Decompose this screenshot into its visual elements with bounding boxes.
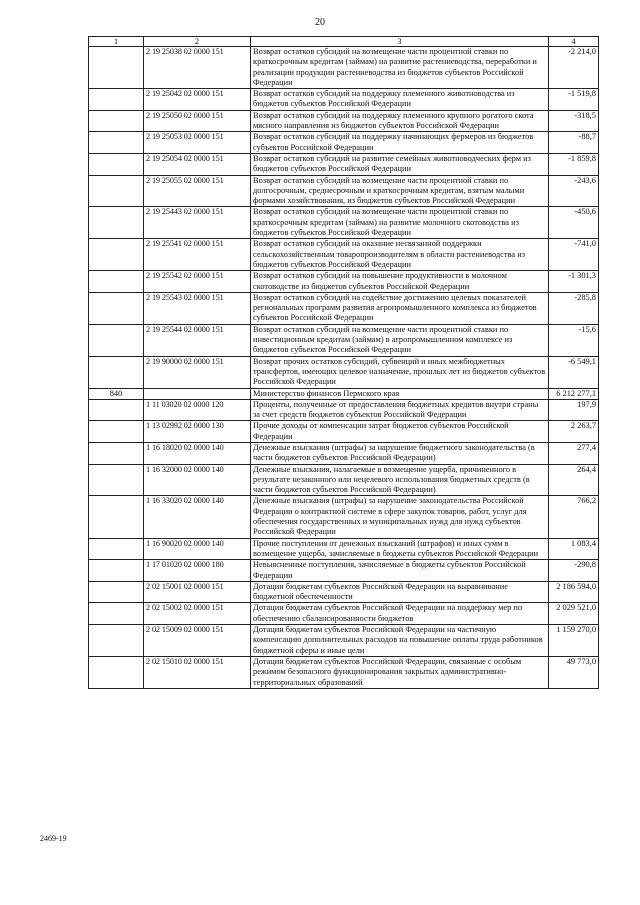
classification-code-cell: 2 19 90000 02 0000 151: [144, 356, 251, 388]
description-cell: Возврат остатков субсидий на поддержку племенного крупного рогатого скота мясного направления из бюджетов субъектов Российской Федерации: [251, 110, 549, 132]
admin-code-cell: [89, 89, 144, 111]
description-cell: Возврат остатков субсидий на возмещение части процентной ставки по краткосрочным кредитам (займам) на развитие молочного скотоводства из бюджетов субъектов Российской Федерации: [251, 207, 549, 239]
amount-cell: 6 212 277,1: [549, 388, 599, 399]
column-header: 3: [251, 37, 549, 47]
admin-code-cell: [89, 581, 144, 603]
table-row: [89, 625, 599, 657]
classification-code-cell: 2 19 25544 02 0000 151: [144, 324, 251, 356]
amount-cell: -318,5: [549, 110, 599, 132]
description-cell: Дотации бюджетам субъектов Российской Федерации на поддержку мер по обеспечению сбалансированности бюджетов: [251, 603, 549, 625]
classification-code-cell: 1 17 01020 02 0000 180: [144, 560, 251, 582]
description-cell: Возврат остатков субсидий на поддержку начинающих фермеров из бюджетов субъектов Российской Федерации: [251, 132, 549, 154]
table-row: [89, 560, 599, 582]
table-row: [89, 464, 599, 496]
table-row: [89, 581, 599, 603]
amount-cell: 49 773,0: [549, 656, 599, 688]
amount-cell: -15,6: [549, 324, 599, 356]
admin-code-cell: [89, 625, 144, 657]
classification-code-cell: 1 16 18020 02 0000 140: [144, 442, 251, 464]
classification-code-cell: [144, 388, 251, 399]
table-row: [89, 292, 599, 324]
table-row: [89, 496, 599, 538]
admin-code-cell: [89, 207, 144, 239]
amount-cell: 766,2: [549, 496, 599, 538]
description-cell: Министерство финансов Пермского края: [251, 388, 549, 399]
amount-cell: -6 549,1: [549, 356, 599, 388]
description-cell: Возврат остатков субсидий на возмещение части процентной ставки по краткосрочным кредитам (займам) на развитие растениеводства, переработки и реализации продукции растениеводства из бюджетов субъектов Российской Федерации: [251, 47, 549, 89]
page-number: 20: [315, 17, 325, 28]
classification-code-cell: 1 16 33020 02 0000 140: [144, 496, 251, 538]
description-cell: Прочие поступления от денежных взысканий (штрафов) и иных сумм в возмещение ущерба, зачисляемые в бюджеты субъектов Российской Федерации: [251, 538, 549, 560]
classification-code-cell: 2 19 25541 02 0000 151: [144, 239, 251, 271]
table-row: [89, 324, 599, 356]
amount-cell: -1 859,8: [549, 153, 599, 175]
admin-code-cell: [89, 603, 144, 625]
amount-cell: 277,4: [549, 442, 599, 464]
amount-cell: 1 083,4: [549, 538, 599, 560]
table-row: [89, 271, 599, 293]
classification-code-cell: 1 13 02992 02 0000 130: [144, 421, 251, 443]
admin-code-cell: [89, 239, 144, 271]
classification-code-cell: 1 16 32000 02 0000 140: [144, 464, 251, 496]
table-row: [89, 421, 599, 443]
amount-cell: 1 159 270,0: [549, 625, 599, 657]
description-cell: Возврат остатков субсидий на развитие семейных животноводческих ферм из бюджетов субъектов Российской Федерации: [251, 153, 549, 175]
description-cell: Возврат остатков субсидий на оказание несвязанной поддержки сельскохозяйственным товаропроизводителям в области растениеводства из бюджетов субъектов Российской Федерации: [251, 239, 549, 271]
amount-cell: -243,6: [549, 175, 599, 207]
classification-code-cell: 2 02 15010 02 0000 151: [144, 656, 251, 688]
description-cell: Дотации бюджетам субъектов Российской Федерации, связанные с особым режимом безопасного функционирования закрытых административно-территориальных образований: [251, 656, 549, 688]
description-cell: Возврат остатков субсидий на поддержку племенного животноводства из бюджетов субъектов Российской Федерации: [251, 89, 549, 111]
table-row: [89, 47, 599, 89]
description-cell: Денежные взыскания (штрафы) за нарушение бюджетного законодательства (в части бюджетов субъектов Российской Федерации): [251, 442, 549, 464]
table-row: [89, 656, 599, 688]
amount-cell: -1 519,8: [549, 89, 599, 111]
budget-revenue-table: [88, 36, 599, 689]
table-row: [89, 399, 599, 421]
description-cell: Возврат остатков субсидий на возмещение части процентной ставки по инвестиционным кредитам (займам) в агропромышленном комплексе из бюджетов субъектов Российской Федерации: [251, 324, 549, 356]
amount-cell: -450,6: [549, 207, 599, 239]
classification-code-cell: 2 19 25542 02 0000 151: [144, 271, 251, 293]
amount-cell: -741,0: [549, 239, 599, 271]
description-cell: Денежные взыскания, налагаемые в возмещение ущерба, причиненного в результате незаконного или нецелевого использования бюджетных средств (в части бюджетов субъектов Российской Федерации): [251, 464, 549, 496]
classification-code-cell: 2 19 25053 02 0000 151: [144, 132, 251, 154]
description-cell: Возврат остатков субсидий на повышение продуктивности в молочном скотоводстве из бюджетов субъектов Российской Федерации: [251, 271, 549, 293]
amount-cell: 197,9: [549, 399, 599, 421]
classification-code-cell: 2 02 15001 02 0000 151: [144, 581, 251, 603]
classification-code-cell: 2 19 25054 02 0000 151: [144, 153, 251, 175]
classification-code-cell: 2 02 15009 02 0000 151: [144, 625, 251, 657]
admin-code-cell: [89, 110, 144, 132]
admin-code-cell: [89, 421, 144, 443]
amount-cell: -88,7: [549, 132, 599, 154]
description-cell: Дотации бюджетам субъектов Российской Федерации на частичную компенсацию дополнительных расходов на повышение оплаты труда работников бюджетной сферы и иные цели: [251, 625, 549, 657]
admin-code-cell: [89, 496, 144, 538]
description-cell: Возврат остатков субсидий на содействие достижению целевых показателей региональных программ развития агропромышленного комплекса из бюджетов субъектов Российской Федерации: [251, 292, 549, 324]
table-row: [89, 388, 599, 399]
description-cell: Проценты, полученные от предоставления бюджетных кредитов внутри страны за счет средств бюджетов субъектов Российской Федерации: [251, 399, 549, 421]
admin-code-cell: [89, 656, 144, 688]
admin-code-cell: [89, 464, 144, 496]
admin-code-cell: [89, 560, 144, 582]
description-cell: Невыясненные поступления, зачисляемые в бюджеты субъектов Российской Федерации: [251, 560, 549, 582]
admin-code-cell: [89, 132, 144, 154]
table-row: [89, 175, 599, 207]
classification-code-cell: 2 19 25055 02 0000 151: [144, 175, 251, 207]
amount-cell: -2 214,0: [549, 47, 599, 89]
description-cell: Возврат остатков субсидий на возмещение части процентной ставки по долгосрочным, среднесрочным и краткосрочным кредитам, взятым малыми формами хозяйствования, из бюджетов субъектов Российской Федерации: [251, 175, 549, 207]
table-row: [89, 603, 599, 625]
classification-code-cell: 2 19 25042 02 0000 151: [144, 89, 251, 111]
table-row: [89, 356, 599, 388]
column-header: 4: [549, 37, 599, 47]
table-row: [89, 132, 599, 154]
admin-code-cell: [89, 356, 144, 388]
classification-code-cell: 1 11 03020 02 0000 120: [144, 399, 251, 421]
admin-code-cell: [89, 538, 144, 560]
amount-cell: -285,8: [549, 292, 599, 324]
classification-code-cell: 2 19 25543 02 0000 151: [144, 292, 251, 324]
amount-cell: 2 029 521,0: [549, 603, 599, 625]
table-row: [89, 153, 599, 175]
classification-code-cell: 2 19 25038 02 0000 151: [144, 47, 251, 89]
table-row: [89, 207, 599, 239]
classification-code-cell: 2 19 25443 02 0000 151: [144, 207, 251, 239]
column-header: 2: [144, 37, 251, 47]
classification-code-cell: 2 02 15002 02 0000 151: [144, 603, 251, 625]
admin-code-cell: [89, 271, 144, 293]
admin-code-cell: [89, 153, 144, 175]
table-row: [89, 89, 599, 111]
classification-code-cell: 1 16 90020 02 0000 140: [144, 538, 251, 560]
description-cell: Дотации бюджетам субъектов Российской Федерации на выравнивание бюджетной обеспеченности: [251, 581, 549, 603]
description-cell: Прочие доходы от компенсации затрат бюджетов субъектов Российской Федерации: [251, 421, 549, 443]
description-cell: Денежные взыскания (штрафы) за нарушение законодательства Российской Федерации о контрактной системе в сфере закупок товаров, работ, услуг для обеспечения государственных и муниципальных нужд для нужд субъектов Российской Федерации: [251, 496, 549, 538]
column-header: 1: [89, 37, 144, 47]
table-row: [89, 110, 599, 132]
admin-code-cell: [89, 292, 144, 324]
table-row: [89, 442, 599, 464]
table-header-row: [89, 37, 599, 47]
classification-code-cell: 2 19 25050 02 0000 151: [144, 110, 251, 132]
admin-code-cell: [89, 399, 144, 421]
table-row: [89, 538, 599, 560]
admin-code-cell: [89, 324, 144, 356]
table-row: [89, 239, 599, 271]
admin-code-cell: [89, 175, 144, 207]
description-cell: Возврат прочих остатков субсидий, субвенций и иных межбюджетных трансфертов, имеющих целевое назначение, прошлых лет из бюджетов субъектов Российской Федерации: [251, 356, 549, 388]
amount-cell: -290,8: [549, 560, 599, 582]
document-footer-code: 2469-19: [40, 834, 67, 843]
amount-cell: 264,4: [549, 464, 599, 496]
amount-cell: 2 186 594,0: [549, 581, 599, 603]
admin-code-cell: [89, 442, 144, 464]
admin-code-cell: 840: [89, 388, 144, 399]
amount-cell: -1 301,3: [549, 271, 599, 293]
amount-cell: 2 263,7: [549, 421, 599, 443]
admin-code-cell: [89, 47, 144, 89]
